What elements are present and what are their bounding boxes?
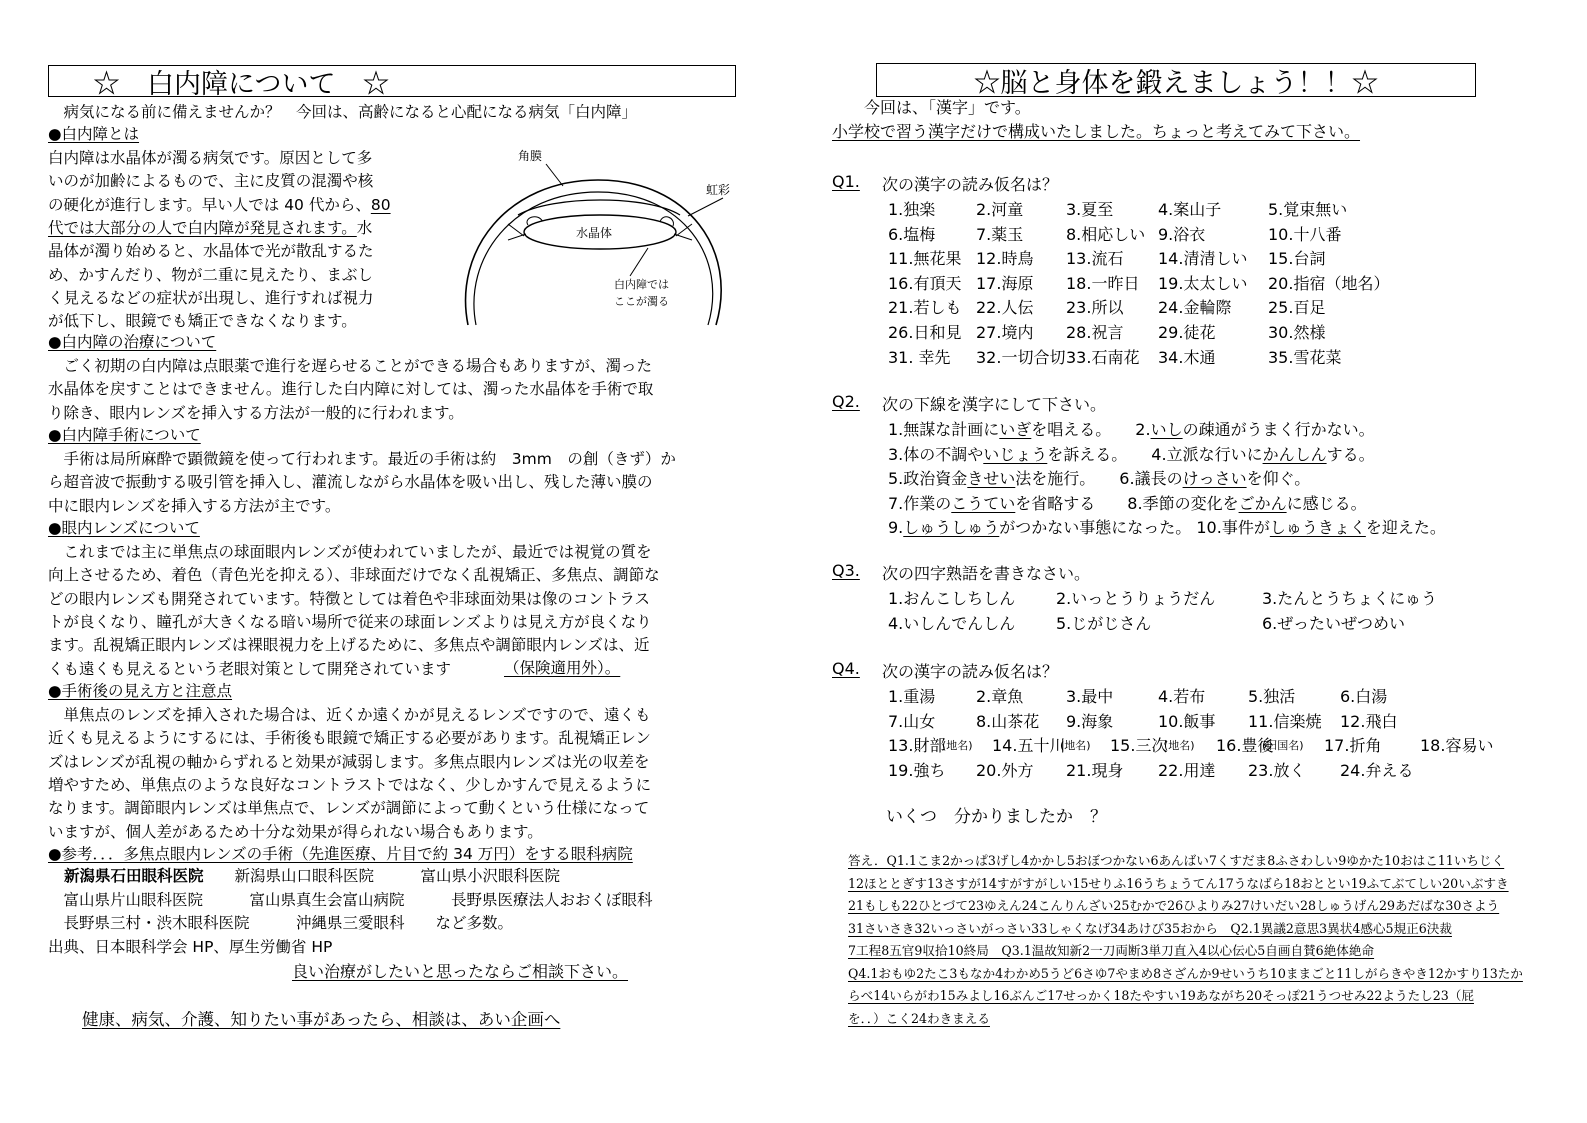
sentence-text: 9.: [888, 518, 904, 538]
answer-line: Q4.1おもゆ2たこ3もなか4わかめ5うど6さゆ7やまめ8さざんか9せいうち10ままごと11しがらきやき12かすり13たか: [848, 965, 1523, 981]
quiz-row: [888, 515, 1446, 538]
quiz-item: 20.外方: [976, 760, 1034, 780]
text-line: 向上させるため、着色（青色光を抑える）、非球面だけでなく乱視矯正、多焦点、調節な: [48, 566, 660, 585]
quiz-item: 17.海原: [976, 273, 1034, 293]
featured-hospital: 新潟県石田眼科医院: [64, 867, 204, 885]
text-line: ます。乱視矯正眼内レンズは裸眼視力を上げるために、多焦点や調節眼内レンズは、近: [48, 636, 650, 655]
quiz-item: 12.時鳥: [976, 249, 1034, 269]
quiz-item: 19.太太しい: [1158, 273, 1248, 293]
text-line: トが良くなり、瞳孔が大きくなる暗い場所で従来の球面レンズよりは見え方が良くなり: [48, 612, 652, 631]
text-line: が低下し、眼鏡でも矯正できなくなります。: [48, 312, 357, 331]
insurance-note: （保険適用外）。: [504, 659, 621, 677]
quiz-item: 14.五十川: [992, 736, 1066, 756]
quiz-item: 8.山茶花: [976, 711, 1040, 731]
cataract-title: ☆ 白内障について ☆: [48, 65, 736, 97]
quiz-item: 3.最中: [1066, 687, 1114, 706]
quiz-item: 5.独活: [1248, 687, 1296, 706]
text-line: め、かすんだり、物が二重に見えたり、まぶし: [48, 265, 373, 284]
label-note2: ここが濁る: [614, 295, 669, 308]
quiz-item: 4.案山子: [1158, 200, 1222, 219]
text-line: 白内障は水晶体が濁る病気です。原因として多: [48, 149, 373, 167]
q1-label: Q1.: [832, 172, 860, 191]
quiz-item: 20.指宿（地名）: [1268, 273, 1390, 293]
text-line: ズはレンズが乱視の軸からずれると効果が減弱します。多焦点眼内レンズは光の収差を: [48, 752, 650, 771]
quiz-row: [888, 442, 1375, 465]
text-line: 代では大部分の人で白内障が発見されます。水: [48, 218, 373, 237]
underlined-reading: いぎ: [999, 420, 1032, 439]
text-line: どの眼内レンズも開発されています。特徴としては着色や非球面効果は像のコントラス: [48, 589, 650, 608]
text-line: 中に眼内レンズを挿入する方法が主です。: [48, 496, 341, 515]
quiz-item: (旧国名): [1262, 739, 1304, 753]
quiz-item: 32.一切合切: [976, 347, 1066, 367]
q4-prompt: 次の漢字の読み仮名は？: [882, 662, 1059, 681]
underlined-reading: かんしん: [1262, 444, 1327, 464]
text-line: 単焦点のレンズを挿入された場合は、近くか遠くかが見えるレンズですので、遠くも: [48, 706, 651, 724]
section-treatment: ●白内障の治療について: [48, 333, 217, 351]
sentence-text: を仰ぐ。: [1246, 469, 1311, 489]
sentence-text: を唱える。 2.: [1031, 420, 1151, 439]
answer-line: を．．）こく24わきまえる: [848, 1010, 990, 1026]
sentence-text: 法を施行。 6.議長の: [1015, 469, 1183, 489]
answer-key: [848, 850, 1538, 1030]
quiz-item: 6.白湯: [1340, 687, 1388, 706]
sentence-text: に感じる。: [1286, 493, 1367, 513]
text-line: これまでは主に単焦点の球面眼内レンズが使われていましたが、最近では視覚の質を: [48, 543, 652, 561]
consult-text: 良い治療がしたいと思ったならご相談下さい。: [292, 962, 629, 981]
quiz-item: 1.おんこしちしん: [888, 589, 1016, 608]
sentence-text: 1.無謀な計画に: [888, 420, 1000, 439]
intro-line-1: 今回は、「漢字」です。: [848, 98, 1031, 117]
quiz-item: 26.日和見: [888, 323, 962, 342]
quiz-item: 28.祝言: [1066, 323, 1124, 342]
answer-line: 答え．Q1.1こま2かっぱ3げし4かかし5おぼつかない6あんばい7くすだま8ふさわしい9ゆかた10おはこ11いちじく: [848, 853, 1505, 868]
text-line: 晶体が濁り始めると、水晶体で光が散乱するた: [48, 242, 374, 261]
quiz-item: 18.容易い: [1420, 736, 1494, 756]
quiz-item: 23.放く: [1248, 760, 1306, 780]
q2-label: Q2.: [832, 392, 860, 411]
quiz-item: 27.境内: [976, 323, 1034, 342]
quiz-item: 6.塩梅: [888, 224, 936, 244]
quiz-item: 2.章魚: [976, 687, 1024, 706]
quiz-item: 19.強ち: [888, 760, 946, 780]
quiz-item: 16.有頂天: [888, 273, 962, 293]
section-surgery: ●白内障手術について: [48, 426, 201, 444]
quiz-item: 29.徒花: [1158, 323, 1216, 342]
quiz-item: 9.浴衣: [1158, 224, 1206, 244]
sentence-text: がつかない事態になった。 10.事件が: [999, 518, 1270, 538]
quiz-item: 17.折角: [1324, 736, 1382, 756]
section-iol: ●眼内レンズについて: [48, 519, 200, 537]
text-line: くも遠くも見えるという老眼対策として開発されています: [48, 659, 452, 678]
section-what-is-cataract: ●白内障とは: [48, 125, 140, 143]
text-line: り除き、眼内レンズを挿入する方法が一般的に行われます。: [48, 403, 464, 422]
text-line: 増やすため、単焦点のような良好なコントラストではなく、少しかすんで見えるように: [48, 775, 652, 794]
reference-heading: ●参考．．．多焦点眼内レンズの手術（先進医療、片目で約 34 万円）をする眼科病院: [48, 845, 633, 863]
intro-text: 病気になる前に備えませんか？ 今回は、高齢になると心配になる病気「白内障」: [48, 103, 638, 121]
underlined-reading: いし: [1150, 420, 1183, 439]
label-cornea: 角膜: [518, 149, 543, 163]
sentence-text: する。: [1326, 444, 1375, 464]
hospital-list-1: 新潟県石田眼科医院 新潟県山口眼科医院 富山県小沢眼科医院: [64, 867, 561, 885]
quiz-item: 22.人伝: [976, 298, 1034, 318]
answer-line: らべ14いらがわ15みよし16ぶんご17せっかく18たやすい19あながち20そっぽ21うつせみ22ようたし23（屁: [848, 988, 1474, 1003]
sentence-text: を訴える。 4.立派な行いに: [1047, 444, 1263, 464]
quiz-item: 14.清清しい: [1158, 249, 1248, 269]
quiz-item: 3.たんとうちょくにゅう: [1262, 589, 1437, 608]
quiz-item: 7.山女: [888, 711, 936, 731]
quiz-item: 6.ぜったいぜつめい: [1262, 613, 1405, 633]
sentence-text: を省略する 8.季節の変化を: [1015, 493, 1239, 513]
quiz-item: 5.覚束無い: [1268, 200, 1348, 219]
text-line: 水晶体を戻すことはできません。進行した白内障に対しては、濁った水晶体を手術で取: [48, 380, 654, 399]
quiz-item: 2.河童: [976, 200, 1024, 219]
quiz-item: 11.信楽焼: [1248, 711, 1322, 731]
brain-training-title: ☆脳と身体を鍛えましょう！！☆: [876, 63, 1476, 97]
text-line: く見えるなどの症状が出現し、進行すれば視力: [48, 288, 374, 307]
quiz-item: 18.一昨日: [1066, 273, 1140, 293]
label-iris: 虹彩: [706, 183, 731, 197]
quiz-item: 5.じがじさん: [1056, 613, 1152, 633]
hospital-list-3: 長野県三村・渋木眼科医院 沖縄県三愛眼科 など多数。: [48, 914, 514, 932]
quiz-item: 21.現身: [1066, 760, 1124, 780]
sentence-text: の疎通がうまく行かない。: [1182, 420, 1375, 439]
quiz-item: (地名): [1060, 739, 1091, 753]
quiz-item: 16.豊後: [1216, 736, 1274, 756]
quiz-item: 34.木通: [1158, 347, 1216, 367]
text-line: 手術は局所麻酔で顕微鏡を使って行われます。最近の手術は約 3mm の創（きず）か: [48, 450, 676, 468]
quiz-item: 13.流石: [1066, 249, 1124, 269]
quiz-item: 24.弁える: [1340, 760, 1414, 780]
quiz-item: 15.台詞: [1268, 249, 1326, 269]
quiz-item: 7.薬玉: [976, 224, 1024, 244]
quiz-item: 24.金輪際: [1158, 298, 1232, 318]
q1-prompt: 次の漢字の読み仮名は？: [882, 175, 1059, 194]
quiz-item: 15.三次: [1110, 736, 1168, 756]
section-after-surgery: ●手術後の見え方と注意点: [48, 682, 233, 700]
text-line: なります。調節眼内レンズは単焦点で、レンズが調節によって動くという仕様になって: [48, 799, 650, 818]
underlined-reading: きせい: [967, 469, 1016, 489]
sentence-text: 5.政治資金: [888, 469, 968, 489]
q3-prompt: 次の四字熟語を書きなさい。: [882, 564, 1091, 583]
quiz-row: [888, 417, 1375, 440]
text-line: いますが、個人差があるため十分な効果が得られない場合もあります。: [48, 822, 543, 841]
quiz-item: 31. 幸先: [888, 347, 951, 367]
closing-question: いくつ 分かりましたか ？: [886, 807, 1107, 827]
quiz-item: 33.石南花: [1066, 347, 1140, 367]
eye-diagram: [448, 140, 738, 330]
q4-label: Q4.: [832, 659, 860, 678]
underlined-reading: けっさい: [1182, 469, 1247, 489]
q2-prompt: 次の下線を漢字にして下さい。: [882, 395, 1107, 414]
underlined-reading: しゅうしゅう: [903, 518, 1000, 538]
quiz-item: 8.相応しい: [1066, 224, 1146, 244]
sentence-text: 7.作業の: [888, 493, 952, 513]
intro-line-2: 小学校で習う漢字だけで構成いたしました。ちょっと考えてみて下さい。: [832, 122, 1361, 141]
answer-line: 21もしも22ひとづて23ゆえん24こんりんざい25むかで26ひよりみ27けいだい28しゅうげん29あだばな30さよう: [848, 898, 1500, 913]
quiz-item: 25.百足: [1268, 298, 1326, 318]
quiz-row: [888, 491, 1367, 514]
quiz-item: 4.いしんでんしん: [888, 613, 1016, 633]
hospital-list-2: 富山県片山眼科医院 富山県真生会富山病院 長野県医療法人おおくぼ眼科: [48, 891, 653, 909]
text-line: 近くも見えるようにするには、手術後も眼鏡で矯正する必要があります。乱視矯正レン: [48, 729, 651, 748]
sentence-text: を迎えた。: [1365, 518, 1446, 538]
quiz-item: 35.雪花菜: [1268, 347, 1342, 367]
quiz-item: 1.独楽: [888, 200, 936, 219]
quiz-row: [888, 466, 1310, 489]
answer-line: 7工程8五官9収拾10終局 Q3.1温故知新2一刀両断3単刀直入4以心伝心5自画自賛6絶体絶命: [848, 943, 1375, 958]
underlined-reading: ごかん: [1238, 493, 1287, 513]
underlined-reading: しゅうきょく: [1269, 518, 1366, 538]
label-lens: 水晶体: [576, 226, 613, 240]
quiz-item: 30.然様: [1268, 323, 1326, 342]
quiz-item: 21.若しも: [888, 298, 962, 318]
text-line: いのが加齢によるもので、主に皮質の混濁や核: [48, 172, 374, 191]
quiz-item: 9.海象: [1066, 711, 1114, 731]
text-line: ら超音波で振動する吸引管を挿入し、灌流しながら水晶体を吸い出し、残した薄い膜の: [48, 473, 653, 492]
quiz-item: 4.若布: [1158, 687, 1206, 706]
quiz-item: 11.無花果: [888, 249, 962, 269]
underlined-reading: こうてい: [951, 493, 1016, 513]
quiz-item: 23.所以: [1066, 298, 1124, 318]
label-note1: 白内障では: [614, 278, 669, 291]
quiz-item: 3.夏至: [1066, 200, 1114, 219]
underlined-reading: いじょう: [983, 444, 1048, 464]
quiz-item: 10.飯事: [1158, 711, 1216, 731]
quiz-item: 2.いっとうりょうだん: [1056, 589, 1216, 608]
text-line: ごく初期の白内障は点眼薬で進行を遅らせることができる場合もありますが、濁った: [48, 357, 653, 375]
quiz-item: (地名): [942, 739, 973, 753]
quiz-item: 13.財部: [888, 736, 946, 756]
answer-line: 31さいさき32いっさいがっさい33しゃくなげ34あけび35おから Q2.1異議2意思3異状4感心5規正6決裁: [848, 920, 1452, 936]
quiz-item: 10.十八番: [1268, 224, 1342, 244]
quiz-item: 22.用達: [1158, 760, 1216, 780]
q3-label: Q3.: [832, 561, 860, 580]
quiz-item: (地名): [1164, 739, 1195, 753]
sentence-text: 3.体の不調や: [888, 444, 984, 464]
answer-line: 12ほととぎす13さすが14すがすがしい15せりふ16うちょうてん17うなばら18おととい19ふてぶてしい20いぶすき: [848, 875, 1509, 891]
text-line: の硬化が進行します。早い人では 40 代から、80: [48, 195, 391, 214]
source-text: 出典、日本眼科学会 HP、厚生労働省 HP: [48, 938, 333, 956]
quiz-item: 1.重湯: [888, 687, 936, 706]
quiz-item: 12.飛白: [1340, 711, 1398, 731]
footer-text: 健康、病気、介護、知りたい事があったら、相談は、あい企画へ: [82, 1010, 561, 1029]
